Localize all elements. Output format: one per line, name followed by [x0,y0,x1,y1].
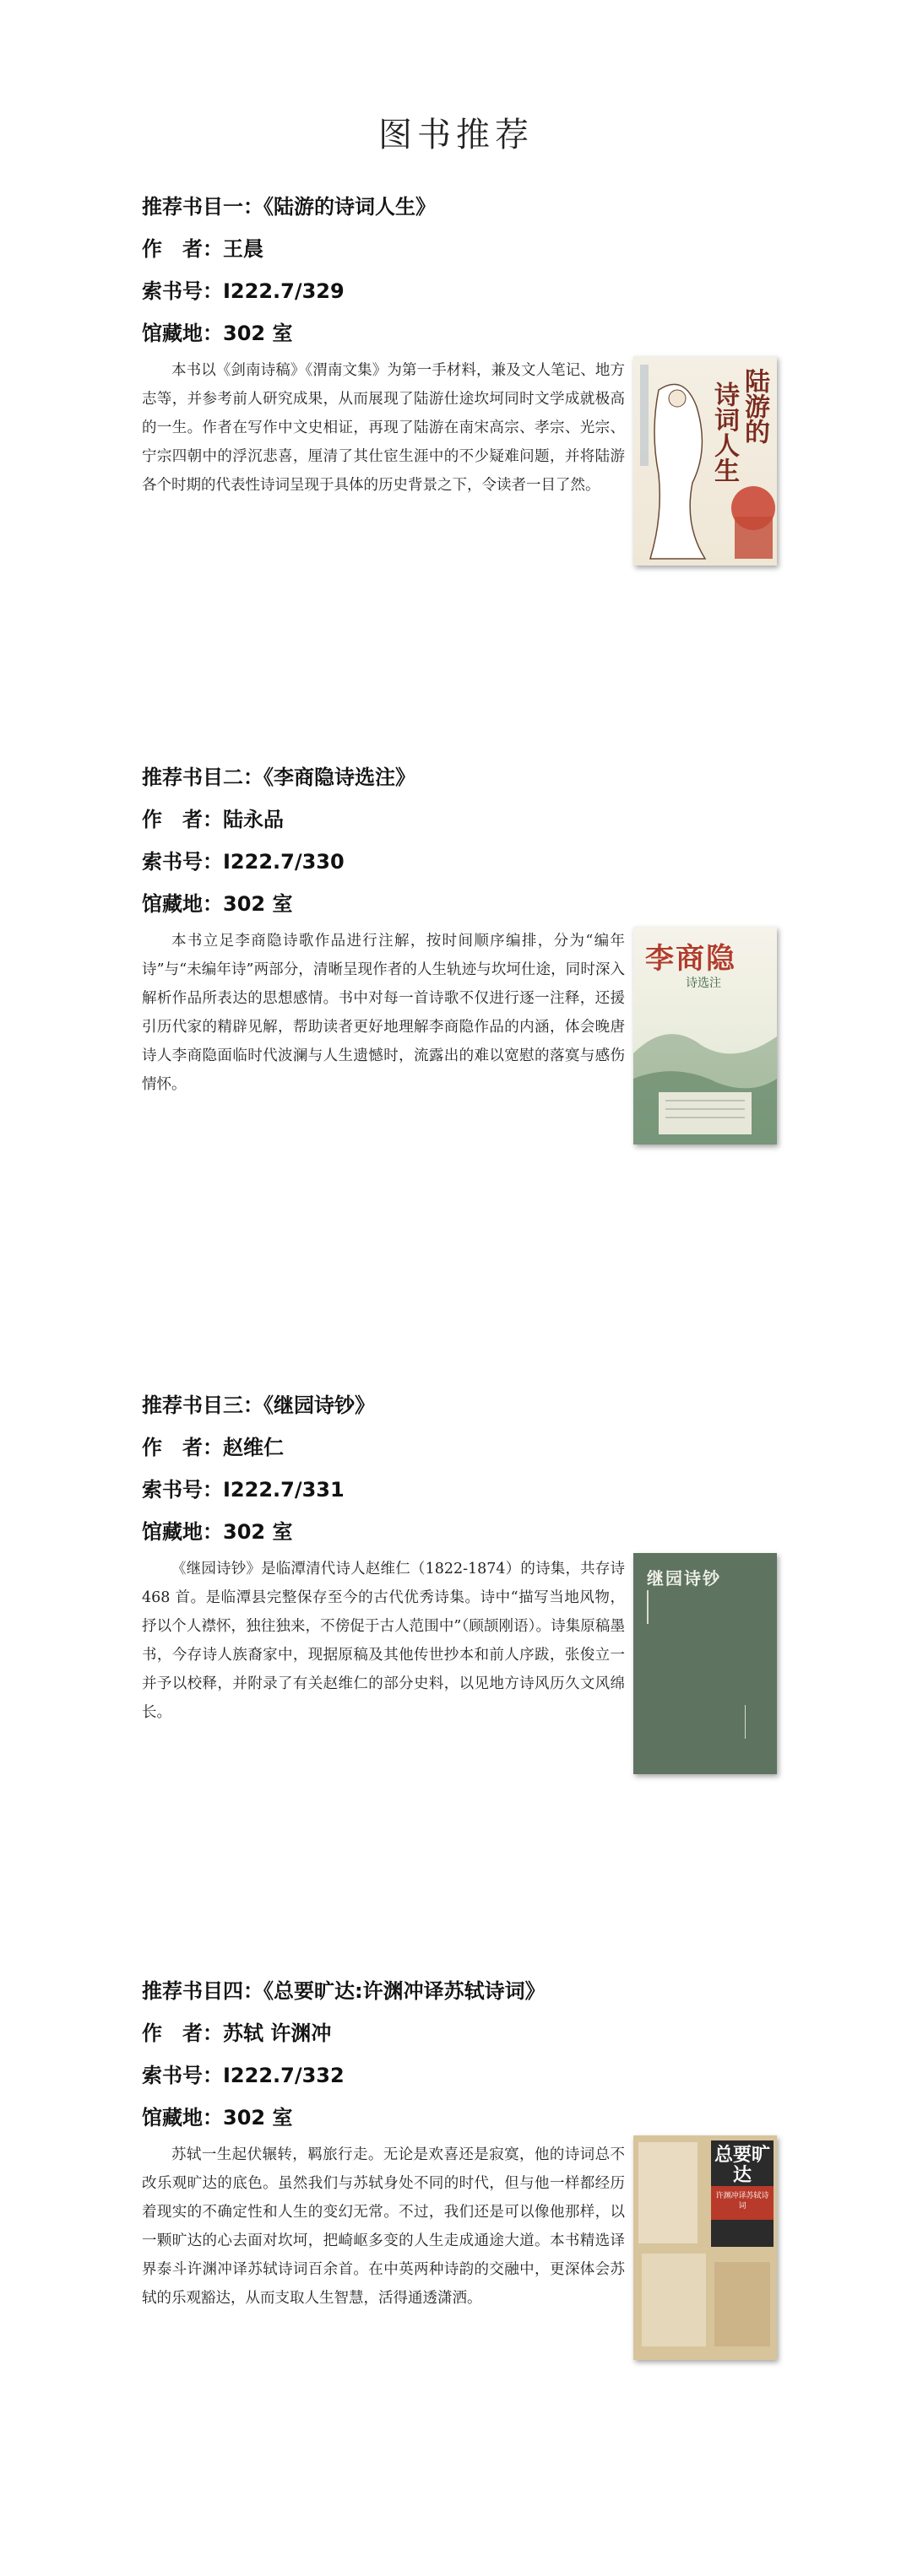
cover-title: 诗词人生 [709,382,739,483]
book-entry-4 [142,1970,784,2313]
call-number: I222.7/329 [223,279,345,303]
author: 赵维仁 [223,1436,284,1459]
cover-title: 总要旷达 [714,2145,771,2186]
book-cover [633,927,777,1145]
book-description: 本书立足李商隐诗歌作品进行注解，按时间顺序编排，分为“编年诗”与“未编年诗”两部分，清晰呈现作者的人生轨迹与坎坷仕途，同时深入解析作品所表达的思想感情。书中对每一首诗歌不仅进行逐一注释，还援引历代家的精辟见解，帮助读者更好地理解李商隐作品的内涵，体会晚唐诗人李商隐面临时代波澜与人生遗憾时，流露出的难以宽慰的落寞与感伤情怀。 [142,933,625,1093]
cover-title: 陆游的 [740,368,769,444]
book-description: 《继园诗钞》是临潭清代诗人赵维仁（1822-1874）的诗集，共存诗 468 首。是临潭县完整保存至今的古代优秀诗集。诗中“描写当地风物，抒以个人襟怀，独往独来，不傍促于古人范围中”（顾颉刚语）。诗集原稿墨书，今存诗人族裔家中，现据原稿及其他传世抄本和前人序跋，张俊立一并予以校释，并附录了有关赵维仁的部分史料，以见地方诗风历久文风绵长。 [142,1561,625,1721]
location-line: 馆藏地：302 室 [142,1520,293,1544]
cover-title: 继园诗钞 [647,1568,721,1588]
cover-subtitle: 许渊冲译苏轼诗词 [715,2192,769,2211]
book-heading: 推荐书目三：《继园诗钞》 [142,1394,375,1417]
author-line: 作 者：王晨 [142,237,263,261]
call-number: I222.7/331 [223,1478,345,1502]
book-cover [633,356,777,566]
book-entry-1 [142,186,784,500]
book-heading: 推荐书目一：《陆游的诗词人生》 [142,195,436,219]
author: 陆永品 [223,808,284,831]
location: 302 室 [223,322,293,345]
book-heading: 推荐书目二：《李商隐诗选注》 [142,766,415,789]
location: 302 室 [223,2106,293,2130]
location: 302 室 [223,1520,293,1544]
author-line: 作 者：陆永品 [142,808,284,831]
author: 王晨 [223,237,263,261]
book-entry-2 [142,756,784,1099]
call-number-line: 索书号：I222.7/331 [142,1478,345,1502]
call-number-line: 索书号：I222.7/332 [142,2064,345,2087]
location-line: 馆藏地：302 室 [142,2106,293,2130]
location-line: 馆藏地：302 室 [142,892,293,916]
call-number-line: 索书号：I222.7/329 [142,279,345,303]
location-line: 馆藏地：302 室 [142,322,293,345]
author-line: 作 者：苏轼 许渊冲 [142,2021,332,2045]
author-line: 作 者：赵维仁 [142,1436,284,1459]
call-number: I222.7/332 [223,2064,345,2087]
author: 苏轼 许渊冲 [223,2021,332,2045]
book-description: 本书以《剑南诗稿》《渭南文集》为第一手材料，兼及文人笔记、地方志等，并参考前人研究成果，从而展现了陆游仕途坎坷同时文学成就极高的一生。作者在写作中文史相证，再现了陆游在南宋高宗、孝宗、光宗、宁宗四朝中的浮沉悲喜，厘清了其仕宦生涯中的不少疑难问题，并将陆游各个时期的代表性诗词呈现于具体的历史背景之下，令读者一目了然。 [142,362,625,494]
book-description: 苏轼一生起伏辗转，羁旅行走。无论是欢喜还是寂寞，他的诗词总不改乐观旷达的底色。虽然我们与苏轼身处不同的时代，但与他一样都经历着现实的不确定性和人生的变幻无常。不过，我们还是可以像他那样，以一颗旷达的心去面对坎坷，把崎岖多变的人生走成通途大道。本书精选译界泰斗许渊冲译苏轼诗词百余首。在中英两种诗韵的交融中，更深体会苏轼的乐观豁达，从而支取人生智慧，活得通透潇洒。 [142,2146,625,2307]
call-number: I222.7/330 [223,850,345,874]
location: 302 室 [223,892,293,916]
book-entry-3 [142,1384,784,1727]
page-title: 图书推荐 [378,116,534,154]
book-cover [633,2135,777,2360]
book-heading: 推荐书目四：《总要旷达:许渊冲译苏轼诗词》 [142,1979,546,2003]
call-number-line: 索书号：I222.7/330 [142,850,345,874]
book-cover [633,1553,777,1774]
cover-spine-line [647,1590,649,1624]
cover-subtitle: 诗选注 [686,977,721,990]
cover-author-mark [745,1705,756,1739]
cover-title: 李商隐 [645,942,736,976]
